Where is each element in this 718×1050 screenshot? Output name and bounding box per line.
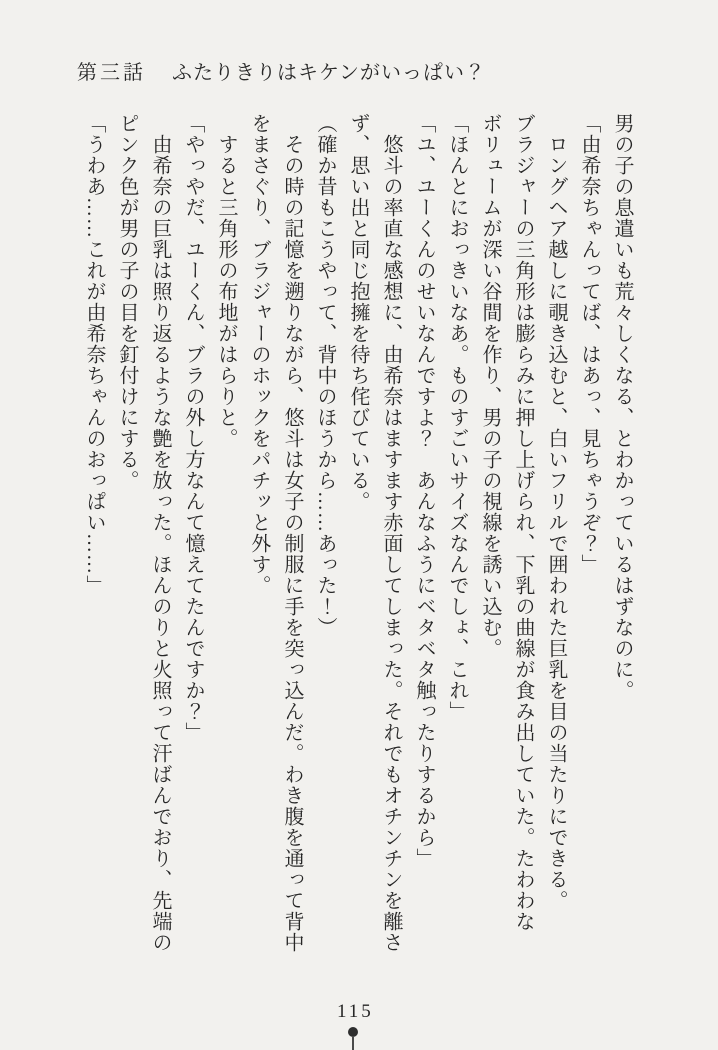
text-line: すると三角形の布地がはらりと。 [215, 113, 237, 449]
page-number: 115 [337, 1001, 374, 1022]
text-line: 悠斗の率直な感想に、由希奈はますます赤面してしまった。それでもオチンチンを離さ [380, 113, 402, 953]
text-line: ロングヘア越しに覗き込むと、白いフリルで囲われた巨乳を目の当たりにできる。 [545, 113, 567, 911]
text-line: 男の子の息遣いも荒々しくなる、とわかっているはずなのに。 [611, 113, 633, 701]
pin-marker-icon [348, 1027, 358, 1037]
text-line: ず、思い出と同じ抱擁を待ち侘びている。 [347, 113, 369, 512]
text-line: 「ほんとにおっきいなあ。ものすごいサイズなんでしょ、これ」 [446, 113, 468, 722]
text-line: （確か昔もこうやって、背中のほうから……あった！） [314, 113, 336, 638]
chapter-title: ふたりきりはキケンがいっぱい？ [172, 62, 486, 84]
text-line: ブラジャーの三角形は膨らみに押し上げられ、下乳の曲線が食み出していた。たわわな [512, 113, 534, 932]
text-line: 由希奈の巨乳は照り返るような艶を放った。ほんのりと火照って汗ばんでおり、先端の [149, 113, 171, 953]
body-text [74, 113, 638, 975]
chapter-header [77, 56, 486, 85]
text-line: をまさぐり、ブラジャーのホックをパチッと外す。 [248, 113, 270, 596]
text-line: ボリュームが深い谷間を作り、男の子の視線を誘い込む。 [479, 113, 501, 659]
text-line: その時の記憶を遡りながら、悠斗は女子の制服に手を突っ込んだ。わき腹を通って背中 [281, 113, 303, 953]
text-line: 「うわあ……これが由希奈ちゃんのおっぱい……」 [83, 113, 105, 596]
text-line: 「ユ、ユーくんのせいなんですよ？ あんなふうにベタベタ触ったりするから」 [413, 113, 435, 869]
text-line: 「やっやだ、ユーくん、ブラの外し方なんて憶えてたんですか？」 [182, 113, 204, 743]
text-line: 「由希奈ちゃんってば、はあっ、見ちゃうぞ？」 [578, 113, 600, 575]
text-line: ピンク色が男の子の目を釘付けにする。 [116, 113, 138, 491]
chapter-number: 第三話 [77, 62, 146, 84]
